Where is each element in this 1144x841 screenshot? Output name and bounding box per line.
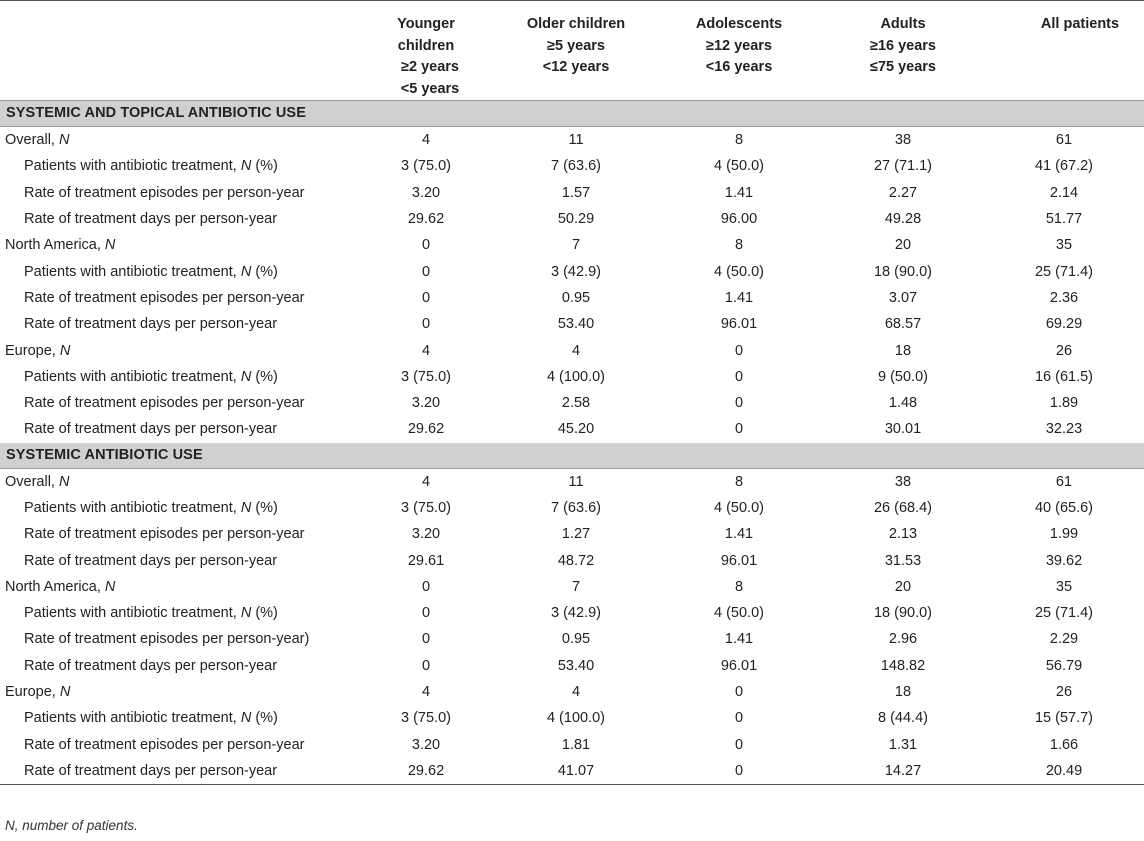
cell-older: 4 (100.0) (546, 710, 606, 727)
cell-adults: 2.27 (888, 184, 918, 201)
table-row (0, 653, 1144, 679)
cell-adolescents: 0 (734, 421, 744, 438)
header-line: Older children (526, 16, 626, 32)
cell-younger: 3.20 (411, 526, 441, 543)
cell-younger: 0 (421, 237, 431, 254)
row-label: Rate of treatment days per person-year (24, 211, 278, 228)
cell-adults: 18 (894, 342, 912, 359)
row-label: North America, N (5, 237, 116, 254)
cell-all: 26 (1055, 684, 1073, 701)
cell-older: 7 (63.6) (551, 158, 601, 175)
cell-adolescents: 1.41 (724, 526, 754, 543)
cell-adults: 31.53 (884, 552, 922, 569)
cell-all: 15 (57.7) (1034, 710, 1094, 727)
table-row (0, 626, 1144, 652)
cell-younger: 3 (75.0) (401, 368, 451, 385)
row-label: Patients with antibiotic treatment, N (%) (24, 368, 278, 385)
cell-older: 0.95 (561, 289, 591, 306)
section-header-row (0, 443, 1144, 469)
table-row (0, 127, 1144, 154)
table-row (0, 153, 1144, 179)
header-blank (0, 1, 356, 101)
row-label: North America, N (5, 578, 116, 595)
cell-older: 4 (571, 342, 581, 359)
cell-adults: 1.48 (888, 395, 918, 412)
cell-all: 40 (65.6) (1034, 500, 1094, 516)
row-label: Overall, N (5, 473, 70, 490)
cell-older: 48.72 (557, 552, 595, 569)
row-label: Rate of treatment episodes per person-year (24, 289, 305, 306)
section-title: SYSTEMIC ANTIBIOTIC USE (0, 443, 1144, 469)
cell-younger: 0 (421, 578, 431, 595)
section-title: SYSTEMIC AND TOPICAL ANTIBIOTIC USE (0, 101, 1144, 127)
header-line: ≥2 years (401, 59, 459, 75)
cell-older: 53.40 (557, 657, 595, 674)
cell-older: 7 (571, 578, 581, 595)
cell-adults: 49.28 (884, 211, 922, 228)
cell-adults: 18 (90.0) (873, 605, 933, 622)
row-label: Patients with antibiotic treatment, N (%) (24, 500, 278, 516)
cell-adolescents: 8 (734, 132, 744, 149)
table-row (0, 679, 1144, 705)
cell-older: 45.20 (557, 421, 595, 438)
cell-older: 0.95 (561, 631, 591, 648)
row-label: Patients with antibiotic treatment, N (%) (24, 710, 278, 727)
cell-adults: 18 (90.0) (873, 263, 933, 280)
cell-all: 61 (1055, 473, 1073, 490)
cell-adolescents: 1.41 (724, 184, 754, 201)
table-header (0, 1, 1144, 101)
cell-adults: 27 (71.1) (873, 158, 933, 175)
header-row (0, 1, 1144, 101)
cell-adults: 3.07 (888, 289, 918, 306)
cell-all: 41 (67.2) (1034, 158, 1094, 175)
row-label: Rate of treatment episodes per person-year (24, 184, 305, 201)
cell-all: 20.49 (984, 758, 1144, 785)
cell-younger: 29.62 (356, 758, 496, 785)
row-label: Rate of treatment days per person-year (24, 421, 278, 438)
cell-adolescents: 0 (734, 736, 744, 753)
cell-all: 1.66 (1049, 736, 1079, 753)
cell-younger: 0 (421, 657, 431, 674)
cell-adolescents: 4 (50.0) (714, 263, 764, 280)
cell-adolescents: 4 (50.0) (714, 158, 764, 175)
row-label: Patients with antibiotic treatment, N (%) (24, 605, 278, 622)
cell-adults: 8 (44.4) (878, 710, 928, 727)
cell-younger: 3 (75.0) (401, 710, 451, 727)
cell-all: 1.99 (1049, 526, 1079, 543)
cell-all: 25 (71.4) (1034, 263, 1094, 280)
cell-all: 39.62 (1045, 552, 1083, 569)
header-older-children (496, 1, 656, 101)
table-row (0, 364, 1144, 390)
table-row (0, 180, 1144, 206)
cell-older: 4 (100.0) (546, 368, 606, 385)
cell-adults: 20 (894, 237, 912, 254)
header-line: <12 years (542, 59, 610, 75)
table-row (0, 232, 1144, 258)
table-row (0, 705, 1144, 731)
table-row (0, 258, 1144, 284)
header-line: ≥12 years (705, 37, 772, 54)
cell-all: 2.36 (1049, 289, 1079, 306)
header-younger-children (356, 1, 496, 101)
cell-adults: 2.13 (888, 526, 918, 543)
cell-older: 1.81 (561, 736, 591, 753)
cell-all: 69.29 (1045, 316, 1083, 333)
cell-adults: 38 (894, 132, 912, 149)
cell-older: 1.27 (561, 526, 591, 543)
row-label: Rate of treatment episodes per person-year (24, 526, 305, 543)
cell-younger: 0 (421, 316, 431, 333)
cell-younger: 0 (421, 631, 431, 648)
cell-adults: 30.01 (884, 421, 922, 438)
cell-older: 41.07 (496, 758, 656, 785)
cell-older: 50.29 (557, 211, 595, 228)
cell-all: 32.23 (1045, 421, 1083, 438)
header-line: Adolescents (695, 16, 783, 32)
cell-adolescents: 0 (656, 758, 822, 785)
cell-adults: 148.82 (880, 657, 926, 674)
cell-younger: 3.20 (411, 395, 441, 412)
cell-adolescents: 4 (50.0) (714, 500, 764, 516)
cell-younger: 29.62 (407, 421, 445, 438)
cell-adolescents: 0 (734, 395, 744, 412)
cell-older: 3 (42.9) (551, 263, 601, 280)
table-row (0, 468, 1144, 495)
cell-older: 7 (571, 237, 581, 254)
cell-adults: 26 (68.4) (873, 500, 933, 516)
cell-all: 56.79 (1045, 657, 1083, 674)
cell-older: 11 (568, 132, 584, 149)
cell-all: 2.14 (1049, 184, 1079, 201)
table-row (0, 285, 1144, 311)
table-row (0, 600, 1144, 626)
row-label: Rate of treatment days per person-year (24, 657, 278, 674)
header-all-patients (984, 1, 1144, 101)
table-row (0, 521, 1144, 547)
cell-adults: 38 (894, 473, 912, 490)
table-row (0, 337, 1144, 363)
cell-adolescents: 0 (734, 710, 744, 727)
header-line: <5 years (400, 80, 460, 97)
cell-adults: 20 (894, 578, 912, 595)
cell-adolescents: 8 (734, 473, 744, 490)
cell-younger: 4 (421, 473, 431, 490)
cell-adolescents: 0 (734, 342, 744, 359)
row-label: Rate of treatment episodes per person-year (24, 736, 305, 753)
header-adults (822, 1, 984, 101)
cell-younger: 29.62 (407, 211, 445, 228)
table-row (0, 390, 1144, 416)
cell-all: 1.89 (1049, 395, 1079, 412)
cell-older: 4 (571, 684, 581, 701)
row-label: Rate of treatment episodes per person-year) (24, 631, 310, 648)
cell-adolescents: 1.41 (724, 631, 754, 648)
cell-all: 16 (61.5) (1034, 368, 1094, 385)
row-label: Europe, N (5, 342, 71, 359)
cell-younger: 3.20 (411, 184, 441, 201)
cell-younger: 0 (421, 605, 431, 622)
cell-adolescents: 1.41 (724, 289, 754, 306)
row-label: Overall, N (5, 132, 70, 149)
cell-all: 2.29 (1049, 631, 1079, 648)
header-line: ≤75 years (869, 59, 936, 75)
cell-adolescents: 96.01 (720, 552, 758, 569)
cell-adolescents: 4 (50.0) (714, 605, 764, 622)
header-line: All patients (1040, 16, 1120, 32)
cell-all: 51.77 (1045, 211, 1083, 228)
table-row (0, 206, 1144, 232)
cell-younger: 29.61 (407, 552, 445, 569)
cell-younger: 0 (421, 289, 431, 306)
cell-older: 7 (63.6) (551, 500, 601, 516)
cell-adults: 2.96 (888, 631, 918, 648)
table-row (0, 574, 1144, 600)
header-line: Adults (880, 16, 926, 32)
cell-younger: 4 (421, 342, 431, 359)
table-row (0, 495, 1144, 521)
cell-adolescents: 96.01 (720, 657, 758, 674)
header-line: ≥16 years (869, 37, 936, 54)
cell-all: 61 (1055, 132, 1073, 149)
cell-younger: 3 (75.0) (401, 158, 451, 175)
row-label: Rate of treatment days per person-year (0, 758, 356, 785)
table-body (0, 101, 1144, 785)
cell-younger: 0 (421, 263, 431, 280)
table-row (0, 732, 1144, 758)
header-adolescents (656, 1, 822, 101)
cell-adults: 18 (894, 684, 912, 701)
row-label: Rate of treatment days per person-year (24, 316, 278, 333)
cell-older: 53.40 (557, 316, 595, 333)
cell-all: 35 (1055, 578, 1073, 595)
header-line: ≥5 years (547, 37, 605, 54)
cell-younger: 4 (421, 132, 431, 149)
cell-adults: 14.27 (822, 758, 984, 785)
cell-older: 1.57 (561, 184, 591, 201)
cell-older: 11 (568, 473, 584, 490)
row-label: Patients with antibiotic treatment, N (%) (24, 263, 278, 280)
table-row (0, 547, 1144, 573)
cell-younger: 4 (421, 684, 431, 701)
header-line: Younger (397, 16, 455, 32)
row-label: Rate of treatment days per person-year (24, 552, 278, 569)
cell-all: 35 (1055, 237, 1073, 254)
row-label: Patients with antibiotic treatment, N (%) (24, 158, 278, 175)
cell-adolescents: 8 (734, 578, 744, 595)
cell-adolescents: 8 (734, 237, 744, 254)
table-row (0, 311, 1144, 337)
cell-adolescents: 0 (734, 684, 744, 701)
cell-older: 3 (42.9) (551, 605, 601, 622)
footnote: N, number of patients. (5, 818, 138, 833)
header-line: <16 years (705, 59, 773, 75)
cell-all: 26 (1055, 342, 1073, 359)
cell-adolescents: 0 (734, 368, 744, 385)
cell-adults: 68.57 (884, 316, 922, 333)
cell-all: 25 (71.4) (1034, 605, 1094, 622)
cell-adolescents: 96.01 (720, 316, 758, 333)
cell-adults: 1.31 (888, 736, 918, 753)
cell-adults: 9 (50.0) (878, 368, 928, 385)
row-label: Europe, N (5, 684, 71, 701)
cell-adolescents: 96.00 (720, 211, 758, 228)
row-label: Rate of treatment episodes per person-year (24, 395, 305, 412)
cell-younger: 3 (75.0) (401, 500, 451, 516)
header-line: children (397, 37, 455, 54)
section-header-row (0, 101, 1144, 127)
table-row (0, 416, 1144, 442)
cell-younger: 3.20 (411, 736, 441, 753)
table-row (0, 758, 1144, 785)
cell-older: 2.58 (561, 395, 591, 412)
